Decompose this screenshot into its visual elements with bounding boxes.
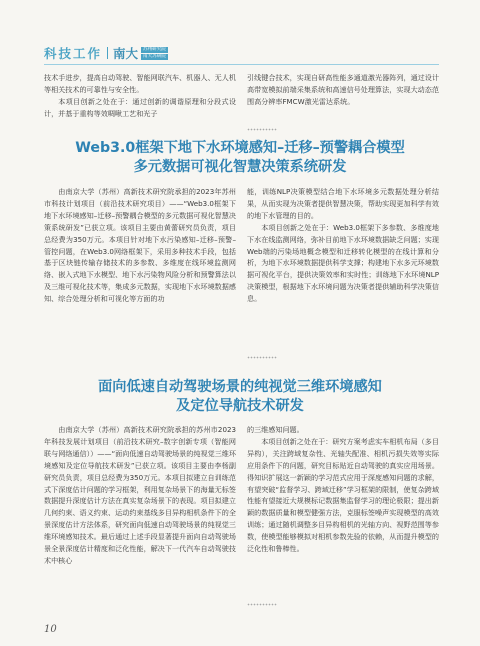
end-dots xyxy=(247,603,277,606)
paragraph: 引线键合技术，实现自研高性能多通道激光器阵列，通过设计高带宽模拟前端采集系统和高速信号处理算法，实现大动态范围高分辨率FMCW激光雷达系统。 xyxy=(247,73,439,106)
title-line: 多元数据可视化智慧决策系统研发 xyxy=(133,158,347,175)
brand-logo-tag xyxy=(141,46,168,60)
article-2-title xyxy=(40,378,440,415)
paragraph: 本项目创新之处在于：通过创新的调谐原理和分段式设计，并基于重构等效啁啾工艺和光子 xyxy=(44,96,236,118)
brand-sub-line-1: 苏州研究院 xyxy=(143,46,167,52)
paragraph: 本项目创新之处在于：研究方案考虑实车相机布局（多目异构），关注跨域复杂性、光轴失配准、相机污损失效等实际应用条件下的问题，研究目标贴近自动驾驶的真实应用场景。得知识扩展这一新颖的学习范式应用于深度感知问题的求解，有望突破“监督学习、跨域迁移”学习框架的限制，使复杂跨域性能有望接近大规模标记数据集监督学习的理论极限；提出新颖的数据质量和模型健强方法，克服标签噪声实现模型的高效训练；通过随机调整多目异构相机的光轴方向、视野范围等参数，使模型能够模拟对相机参数先验的依赖，从而提升模型的泛化性和鲁棒性。 xyxy=(247,436,439,554)
header-rule xyxy=(44,64,439,65)
article-1-title xyxy=(40,139,440,176)
paragraph: 的三维感知问题。 xyxy=(247,425,304,434)
end-dots xyxy=(247,356,277,359)
title-line: Web3.0框架下地下水环境感知–迁移–预警耦合模型 xyxy=(75,140,405,156)
top-left-column xyxy=(44,72,236,120)
paragraph: 由南京大学（苏州）高新技术研究院承担的2023年苏州市科技计划项目（前沿技术研究项目）——“Web3.0框架下地下水环境感知–迁移–预警耦合模型的多元数据可视化智慧决策系统研发”已获立项。该项目主要由黄蕾研究员负责，项目总经费为350万元。本项目针对地下水污染感知–迁移–预警–管控问题，在Web3.0网络框架下，采用多种技术手段，包括基于区块链传输存储技术的多参数、多维度在线环境监测网络、嵌入式地下水模型、地下水污染物风险分析和预警算法以及三维可视化技术等，集成多元数据，实现地下水环境数据感知、综合处理分析和可视化等方面的功 xyxy=(44,187,236,304)
section-label: 科技工作 xyxy=(44,46,103,61)
title-line: 及定位导航技术研发 xyxy=(176,397,304,414)
article-1-left-column xyxy=(44,186,236,305)
top-right-column xyxy=(247,72,439,108)
header-divider xyxy=(107,47,108,59)
paragraph: 由南京大学（苏州）高新技术研究院承担的苏州市2023年科技发展计划项目（前沿技术研究–数字创新专项（智能网联与网络通信））——“面向低速自动驾驶场景的纯视觉三维环境感知及定位导航技术研发”已获立项。该项目主要由李杨副研究员负责，项目总经费为350万元。本项目拟建立自训练范式下深度估计问题的学习框架，利用复杂场景下的海量无标签数据提升深度估计方法在真实复杂场景下的表现。项目拟建立几何约束、语义约束、运动约束基线多目异构相机条件下的全景深度估计方法体系，研究面向低速自动驾驶场景的纯视觉三维环境感知技术。最后通过上述手段显著提升面向自动驾驶场景全景深度估计精度和泛化性能，解决下一代汽车自动驾驶技术中核心 xyxy=(44,425,236,565)
end-dots xyxy=(247,128,277,131)
brand-name: 南大 xyxy=(113,46,139,61)
title-line: 面向低速自动驾驶场景的纯视觉三维环境感知 xyxy=(98,379,382,395)
article-2-right-column xyxy=(247,424,439,555)
article-2-left-column xyxy=(44,424,236,567)
brand-sub-line-2: 南大苏研院 xyxy=(143,53,167,59)
article-1-right-column xyxy=(247,186,439,305)
paragraph: 本项目创新之处在于：Web3.0框架下多参数、多维度地下水在线监测网络，弥补目前地下水环境数据缺乏问题；实现Web端的污染场地概念模型和迁移转化模型的在线计算和分析，为地下水环境数据提供科学支撑；构建地下水多元环境数据可视化平台，提供决策效率和实时性；训练地下水环境NLP决策模型，根据地下水环境问题为决策者提供辅助科学决策信息。 xyxy=(247,222,439,304)
paragraph: 技术手进步，提高自动驾驶、智能网联汽车、机器人、无人机等相关技术的可靠性与安全性。 xyxy=(44,73,236,94)
page-number: 10 xyxy=(44,624,57,635)
paragraph: 能，训练NLP决策模型结合地下水环境多元数据处理分析结果，从而实现为决策者提供智慧决策，帮助实现更加科学有效的地下水管理的目的。 xyxy=(247,187,439,220)
page-header xyxy=(44,44,168,62)
